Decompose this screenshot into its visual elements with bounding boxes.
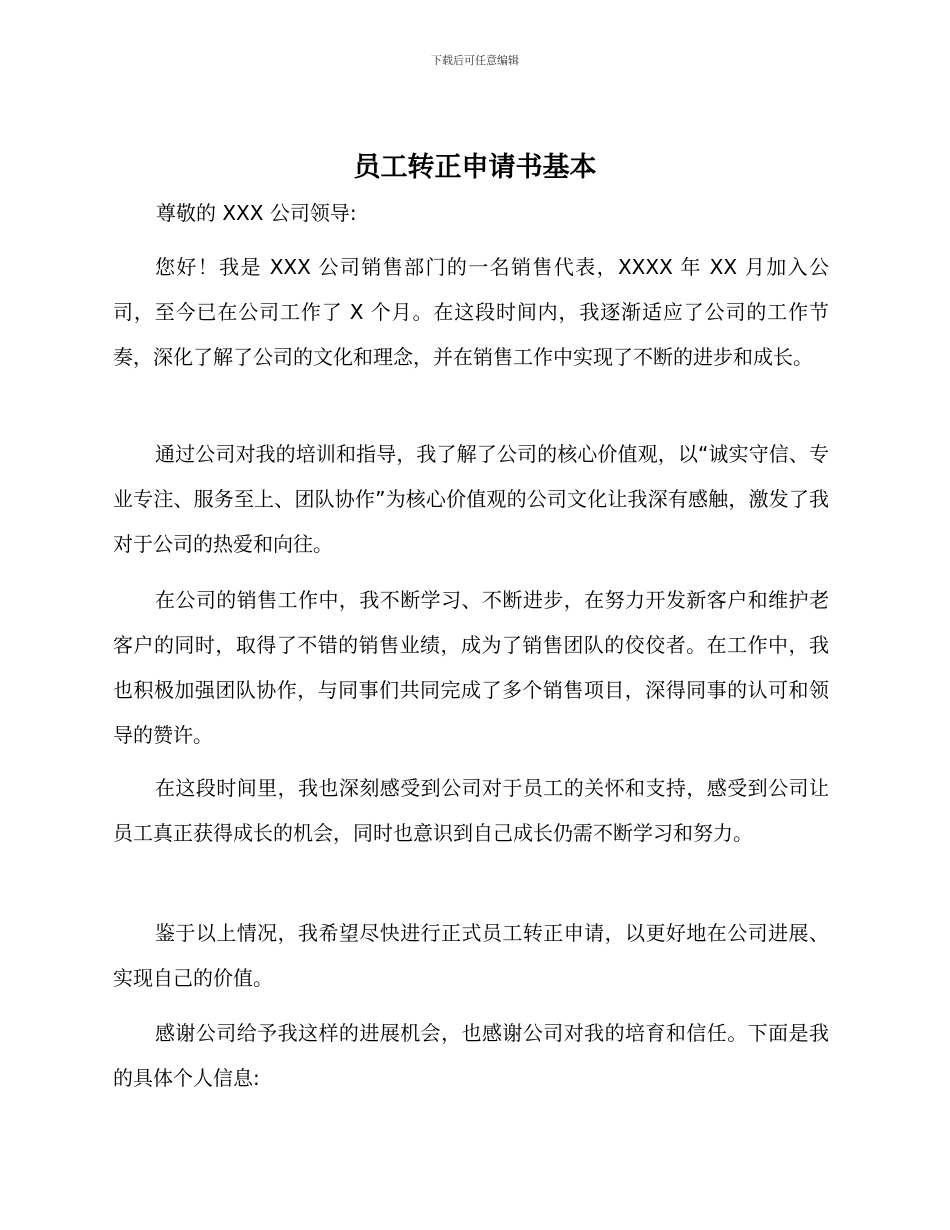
- paragraph-request: 鉴于以上情况，我希望尽快进行正式员工转正申请，以更好地在公司进展、实现自己的价值。: [113, 921, 829, 990]
- paragraph-thanks: 感谢公司给予我这样的进展机会，也感谢公司对我的培育和信任。下面是我的具体个人信息:: [113, 1021, 829, 1090]
- page-header-note: 下载后可任意编辑: [431, 54, 519, 67]
- document-title: 员工转正申请书基本: [353, 152, 597, 183]
- salutation: 尊敬的 XXX 公司领导:: [156, 201, 357, 225]
- paragraph-greeting: 您好！我是 XXX 公司销售部门的一名销售代表，XXXX 年 XX 月加入公司，至今已在公司工作了 X 个月。在这段时间内，我逐渐适应了公司的工作节奏，深化了解了公司的文化和理念，并在销售工作中实现了不断的进步和成长。: [113, 255, 829, 369]
- paragraph-growth: 在这段时间里，我也深刻感受到公司对于员工的关怀和支持，感受到公司让员工真正获得成长的机会，同时也意识到自己成长仍需不断学习和努力。: [113, 776, 829, 845]
- paragraph-sales-work: 在公司的销售工作中，我不断学习、不断进步，在努力开发新客户和维护老客户的同时，取得了不错的销售业绩，成为了销售团队的佼佼者。在工作中，我也积极加强团队协作，与同事们共同完成了多个销售项目，深得同事的认可和领导的赞许。: [113, 588, 829, 747]
- paragraph-values: 通过公司对我的培训和指导，我了解了公司的核心价值观，以“诚实守信、专业专注、服务至上、团队协作”为核心价值观的公司文化让我深有感触，激发了我对于公司的热爱和向往。: [113, 442, 829, 556]
